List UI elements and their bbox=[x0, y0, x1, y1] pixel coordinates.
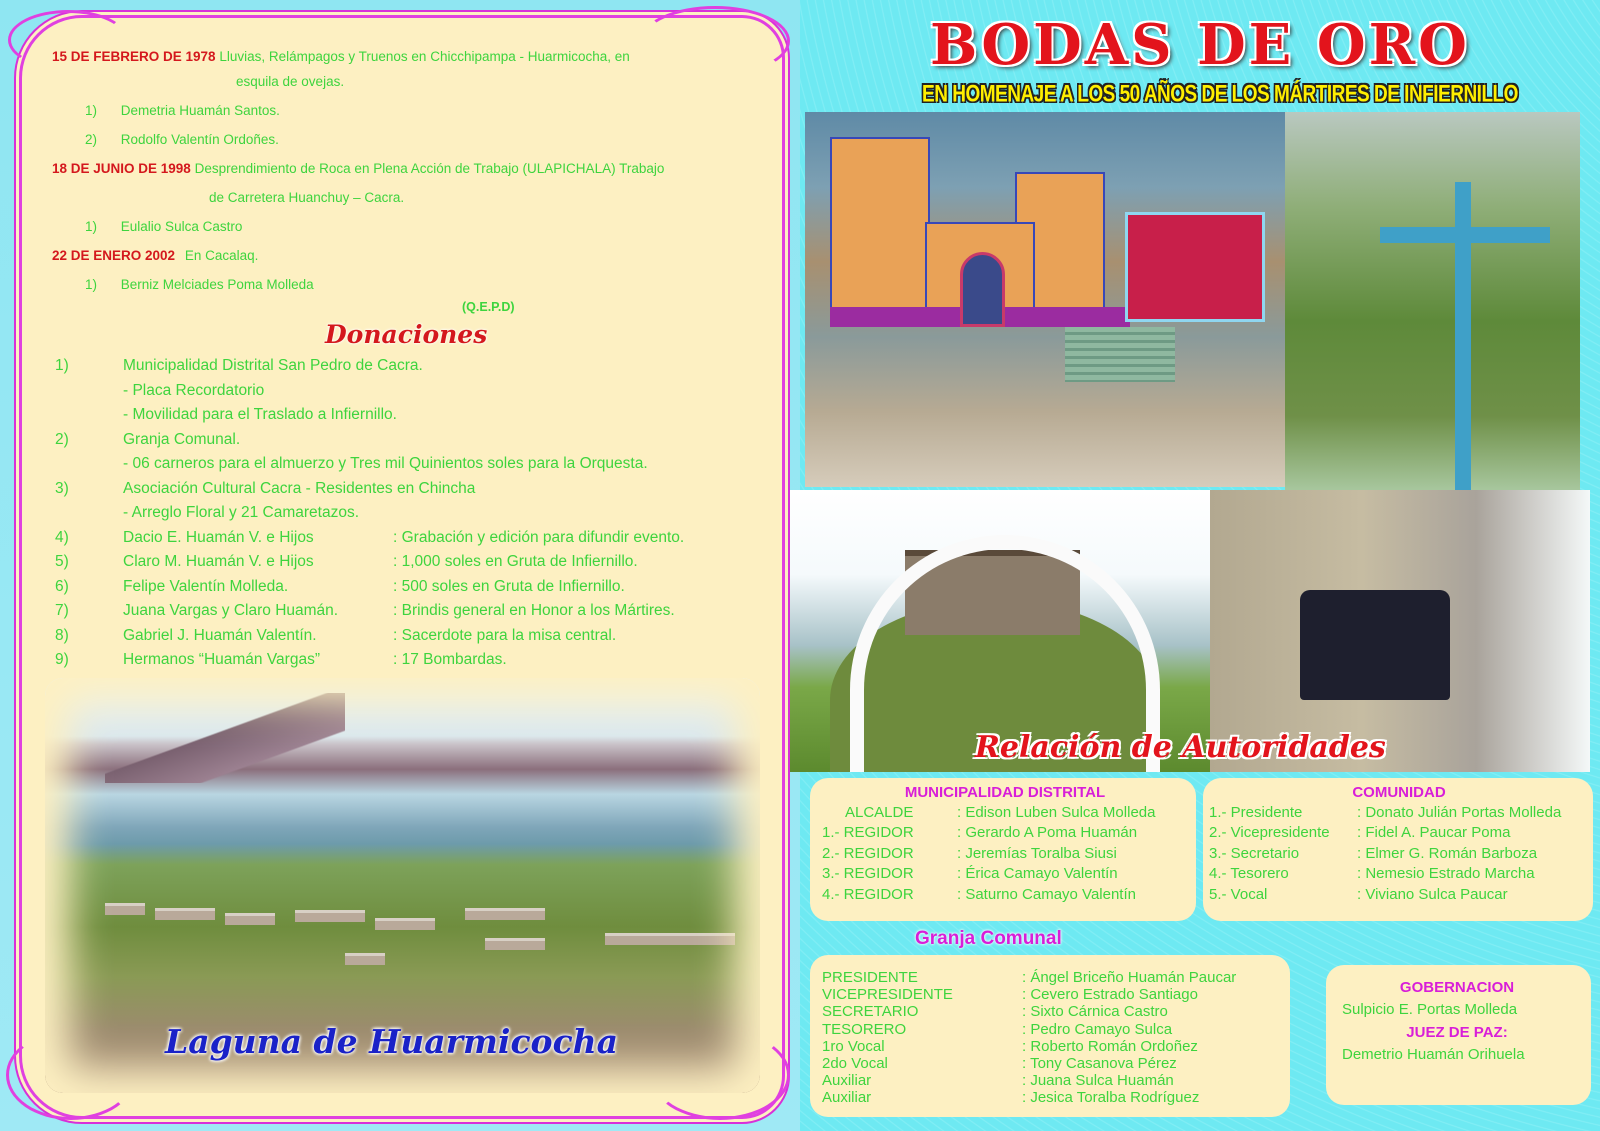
event-2-line bbox=[52, 161, 664, 176]
donation-item: 2) Granja Comunal. bbox=[55, 430, 241, 448]
donation-item: 3) Asociación Cultural Cacra - Residentes en Chincha bbox=[55, 479, 476, 497]
authority-row: VICEPRESIDENTE : Cevero Estrado Santiago bbox=[822, 986, 1198, 1004]
event-3-line bbox=[52, 248, 258, 263]
authority-row: TESORERO : Pedro Camayo Sulca bbox=[822, 1020, 1173, 1038]
granja-heading: Granja Comunal bbox=[915, 928, 1062, 949]
section-heading: COMUNIDAD bbox=[1352, 784, 1446, 801]
authorities-title: Relación de Autoridades bbox=[975, 730, 1386, 765]
event-date: 22 DE ENERO 2002 bbox=[52, 248, 176, 263]
authority-row: 5.- Vocal : Viviano Sulca Paucar bbox=[1209, 885, 1508, 903]
event-description-cont: esquila de ovejas. bbox=[236, 74, 345, 89]
authority-row: 4.- REGIDOR : Saturno Camayo Valentín bbox=[822, 885, 1136, 903]
authority-row: 1.- Presidente : Donato Julián Portas Molleda bbox=[1209, 803, 1562, 821]
event-description: En Cacalaq. bbox=[184, 248, 259, 263]
authority-row: 2.- REGIDOR : Jeremías Toralba Siusi bbox=[822, 844, 1117, 862]
authority-row: 2.- Vicepresidente : Fidel A. Paucar Poma bbox=[1209, 824, 1511, 842]
church-photo bbox=[805, 112, 1305, 487]
victim-item: 2) Rodolfo Valentín Ordoñes. bbox=[85, 132, 279, 147]
victim-item: 1) Eulalio Sulca Castro bbox=[85, 219, 243, 234]
municipalidad-box bbox=[810, 778, 1196, 921]
donation-item: 8) Gabriel J. Huamán Valentín. : Sacerdote para la misa central. bbox=[55, 626, 617, 644]
event-date: 18 DE JUNIO DE 1998 bbox=[52, 161, 191, 176]
section-heading: MUNICIPALIDAD DISTRITAL bbox=[904, 784, 1106, 801]
authority-row: ALCALDE : Edison Luben Sulca Molleda bbox=[845, 803, 1156, 821]
victim-item: 1) Demetria Huamán Santos. bbox=[85, 103, 280, 118]
ornament-swirl-icon bbox=[640, 6, 790, 76]
juez-name: Demetrio Huamán Orihuela bbox=[1342, 1046, 1525, 1063]
donations-title: Donaciones bbox=[325, 320, 488, 349]
truck-icon bbox=[1300, 590, 1450, 700]
event-description: Lluvias, Relámpagos y Truenos en Chicchipampa - Huarmicocha, en bbox=[219, 49, 630, 64]
donation-subitem: - Movilidad para el Traslado a Infiernillo. bbox=[123, 406, 397, 424]
donation-item: 1) Municipalidad Distrital San Pedro de Cacra. bbox=[55, 357, 423, 375]
donation-item: 6) Felipe Valentín Molleda. : 500 soles en Gruta de Infiernillo. bbox=[55, 577, 625, 595]
donation-subitem: - Placa Recordatorio bbox=[123, 381, 265, 399]
authority-row: 4.- Tesorero : Nemesio Estrado Marcha bbox=[1209, 865, 1535, 883]
gobernacion-box bbox=[1326, 965, 1591, 1105]
comunidad-box bbox=[1203, 778, 1593, 921]
gobernador-name: Sulpicio E. Portas Molleda bbox=[1342, 1001, 1518, 1018]
subtitle: EN HOMENAJE A LOS 50 AÑOS DE LOS MÁRTIRES DE INFIERNILLO bbox=[922, 81, 1518, 108]
donation-subitem: - 06 carneros para el almuerzo y Tres mil Quinientos soles para la Orquesta. bbox=[123, 455, 648, 473]
event-description-cont: de Carretera Huanchuy – Cacra. bbox=[209, 190, 405, 205]
lake-caption: Laguna de Huarmicocha bbox=[165, 1022, 619, 1061]
authority-row: SECRETARIO : Sixto Cárnica Castro bbox=[822, 1003, 1168, 1021]
victim-item: 1) Berniz Melciades Poma Molleda bbox=[85, 277, 314, 292]
gobernacion-heading: GOBERNACION bbox=[1399, 979, 1515, 996]
granja-box bbox=[810, 955, 1290, 1117]
qepd-label: (Q.E.P.D) bbox=[462, 300, 515, 314]
donation-item: 4) Dacio E. Huamán V. e Hijos : Grabación y edición para difundir evento. bbox=[55, 528, 685, 546]
donation-item: 7) Juana Vargas y Claro Huamán. : Brindis general en Honor a los Mártires. bbox=[55, 602, 675, 620]
donations-list bbox=[55, 354, 755, 673]
event-1-line bbox=[52, 49, 630, 64]
donation-item: 5) Claro M. Huamán V. e Hijos : 1,000 soles en Gruta de Infiernillo. bbox=[55, 553, 638, 571]
authority-row: PRESIDENTE : Ángel Briceño Huamán Paucar bbox=[822, 969, 1237, 987]
main-title: BODAS DE ORO bbox=[930, 12, 1470, 78]
event-description: Desprendimiento de Roca en Plena Acción de Trabajo (ULAPICHALA) Trabajo bbox=[194, 161, 665, 176]
authority-row: 3.- REGIDOR : Érica Camayo Valentín bbox=[822, 865, 1118, 883]
event-date: 15 DE FEBRERO DE 1978 bbox=[52, 49, 216, 64]
authority-row: 1.- REGIDOR : Gerardo A Poma Huamán bbox=[822, 824, 1138, 842]
authority-row: Auxiliar : Jesica Toralba Rodríguez bbox=[822, 1089, 1200, 1107]
authority-row: 3.- Secretario : Elmer G. Román Barboza bbox=[1209, 844, 1538, 862]
authority-row: 2do Vocal : Tony Casanova Pérez bbox=[822, 1055, 1177, 1073]
authority-row: 1ro Vocal : Roberto Román Ordoñez bbox=[822, 1037, 1198, 1055]
juez-heading: JUEZ DE PAZ: bbox=[1406, 1024, 1508, 1041]
donation-subitem: - Arreglo Floral y 21 Camaretazos. bbox=[123, 504, 360, 522]
donation-item: 9) Hermanos “Huamán Vargas” : 17 Bombardas. bbox=[55, 651, 507, 669]
authority-row: Auxiliar : Juana Sulca Huamán bbox=[822, 1072, 1174, 1090]
cross-photo bbox=[1285, 112, 1580, 492]
